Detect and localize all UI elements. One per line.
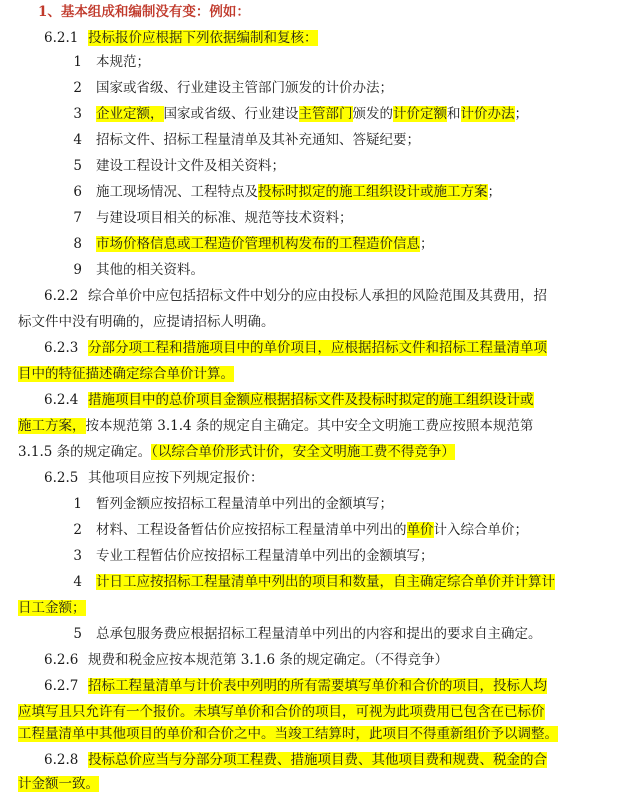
clause-6-2-3: 6.2.3 分部分项工程和措施项目中的单价项目，应根据招标文件和招标工程量清单项: [44, 340, 547, 356]
list-item: 9 其他的相关资料。: [73, 262, 204, 278]
clause-6-2-4-cont: 施工方案，按本规范第 3.1.4 条的规定自主确定。其中安全文明施工费应按照本规范第: [18, 418, 534, 434]
clause-6-2-7-cont: 应填写且只允许有一个报价。未填写单价和合价的项目，可视为此项费用已包含在已标价: [18, 704, 545, 720]
list-item-cont: 日工金额；: [18, 600, 86, 616]
clause-6-2-7: 6.2.7 招标工程量清单与计价表中列明的所有需要填写单价和合价的项目，投标人均: [44, 678, 547, 694]
list-item: 3 企业定额，国家或省级、行业建设主管部门颁发的计价定额和计价办法；: [73, 106, 528, 122]
clause-6-2-4-cont2: 3.1.5 条的规定确定。（以综合单价形式计价，安全文明施工费不得竞争）: [18, 444, 455, 460]
list-item: 2 国家或省级、行业建设主管部门颁发的计价办法；: [73, 80, 393, 96]
clause-6-2-3-cont: 目中的特征描述确定综合单价计算。: [18, 366, 234, 382]
section-title: 1、基本组成和编制没有变：例如：: [38, 4, 250, 20]
clause-6-2-8: 6.2.8 投标总价应当与分部分项工程费、措施项目费、其他项目费和规费、税金的合: [44, 752, 547, 768]
list-item: 3 专业工程暂估价应按招标工程量清单中列出的金额填写；: [73, 548, 434, 564]
list-item: 2 材料、工程设备暂估价应按招标工程量清单中列出的单价计入综合单价；: [73, 522, 528, 538]
clause-6-2-8-cont: 计金额一致。: [18, 776, 99, 792]
list-item: 7 与建设项目相关的标准、规范等技术资料；: [73, 210, 353, 226]
clause-6-2-6: 6.2.6 规费和税金应按本规范第 3.1.6 条的规定确定。（不得竞争）: [44, 652, 449, 668]
list-item: 5 总承包服务费应根据招标工程量清单中列出的内容和提出的要求自主确定。: [73, 626, 542, 642]
clause-6-2-2: 6.2.2 综合单价中应包括招标文件中划分的应由投标人承担的风险范围及其费用，招: [44, 288, 547, 304]
list-item: 1 本规范；: [73, 54, 150, 70]
list-item: 6 施工现场情况、工程特点及投标时拟定的施工组织设计或施工方案；: [73, 184, 501, 200]
list-item: 4 招标文件、招标工程量清单及其补充通知、答疑纪要；: [73, 132, 420, 148]
clause-6-2-1: 6.2.1 投标报价应根据下列依据编制和复核：: [44, 30, 318, 46]
clause-6-2-2-cont: 标文件中没有明确的，应提请招标人明确。: [18, 314, 275, 330]
clause-6-2-4: 6.2.4 措施项目中的总价项目金额应根据招标文件及投标时拟定的施工组织设计或: [44, 392, 534, 408]
clause-6-2-7-cont2: 工程量清单中其他项目的单价和合价之中。当竣工结算时，此项目不得重新组价予以调整。: [18, 726, 558, 742]
list-item: 5 建设工程设计文件及相关资料；: [73, 158, 285, 174]
clause-6-2-5: 6.2.5 其他项目应按下列规定报价：: [44, 470, 264, 486]
list-item: 4 计日工应按招标工程量清单中列出的项目和数量，自主确定综合单价并计算计: [73, 574, 555, 590]
list-item: 8 市场价格信息或工程造价管理机构发布的工程造价信息；: [73, 236, 434, 252]
list-item: 1 暂列金额应按招标工程量清单中列出的金额填写；: [73, 496, 393, 512]
